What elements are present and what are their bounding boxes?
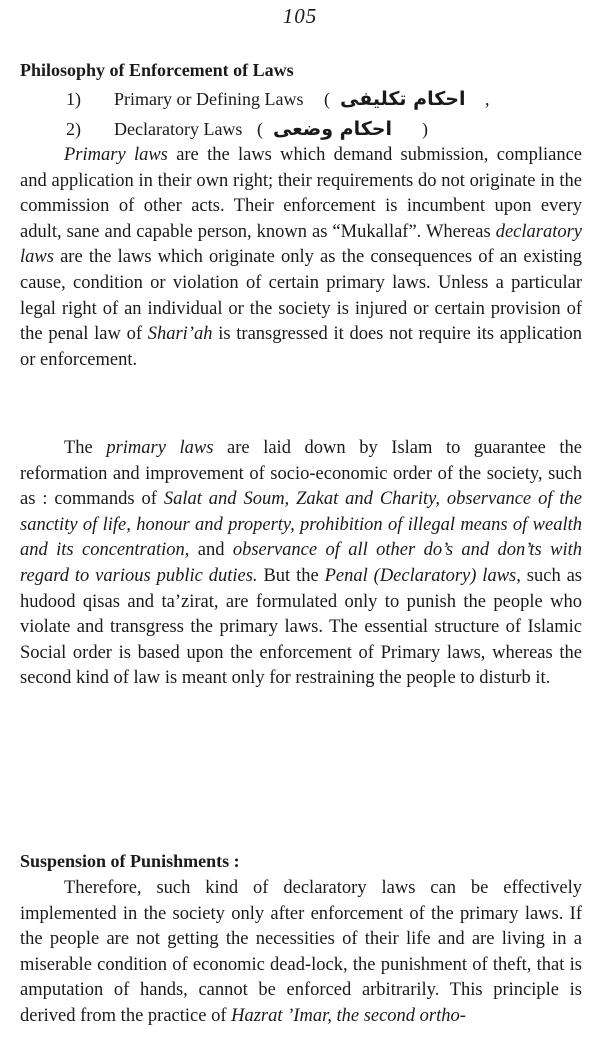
list-label: Declaratory Laws bbox=[114, 119, 243, 139]
list-number: 1) bbox=[66, 89, 81, 109]
text-span: Hazrat ’Imar, the second ortho- bbox=[231, 1005, 466, 1026]
paragraph-primary-laws-islam bbox=[20, 436, 582, 692]
page-number: 105 bbox=[282, 4, 318, 28]
text-span: Primary laws bbox=[64, 145, 168, 165]
text-span: The bbox=[64, 438, 107, 458]
text-span: are the laws which demand submission, compliance and application in their own right; their requirements do not originate in the commission of other acts. Their enforcement is incumbent upon every adult, sane and capable person, known as “Mukallaf”. Whereas bbox=[20, 145, 582, 242]
open-paren: ( bbox=[323, 89, 330, 109]
text-span: Salat and Soum, Zakat and Charity, observance of the sanctity of life, honour and property, prohibition of illegal means of wealth and its concentration, bbox=[20, 489, 582, 561]
list-number: 2) bbox=[66, 119, 81, 139]
text-span: are the laws which originate only as the consequences of an existing cause, condition or violation of certain primary laws. Unless a particular legal right of an individual or the society is injured or certain provision of the penal law of bbox=[20, 247, 582, 345]
text-span: and bbox=[189, 540, 233, 561]
text-span: Shari’ah bbox=[147, 324, 213, 345]
text-span: observance of all other do’s and don’ts with regard to various public duties. bbox=[20, 540, 582, 586]
text-span: such as hudood qisas and ta’zirat, are formulated only to punish the people who violate and transgress the primary laws. The essential structure of Islamic Social order is based upon the enforcement of Primary laws, whereas the second kind of law is meant only for restraining the people to disturb it. bbox=[20, 565, 583, 689]
laws-list bbox=[66, 84, 582, 144]
urdu-term: احکام وضعی bbox=[272, 118, 392, 140]
paragraph-suspension bbox=[20, 876, 582, 1030]
text-span: Therefore, such kind of declaratory laws can be effectively implemented in the society only after enforcement of the primary laws. If the people are not getting the necessities of their life and are living in a miserable condition of economic dead-lock, the punishment of theft, that is amputation of hands, cannot be enforced arbitrarily. This principle is derived from the practice of bbox=[20, 878, 582, 1026]
text-span: Penal (Declaratory) laws, bbox=[324, 565, 521, 586]
text-span: declaratory laws bbox=[20, 221, 582, 268]
close-mark: ) bbox=[421, 119, 428, 139]
open-paren: ( bbox=[256, 119, 263, 139]
list-label: Primary or Defining Laws bbox=[114, 89, 304, 109]
close-mark: , bbox=[485, 89, 490, 109]
paragraph-primary-laws bbox=[20, 143, 582, 373]
urdu-term: احکام تکلیفی bbox=[339, 88, 466, 110]
text-span: But the bbox=[257, 565, 325, 586]
text-span: is transgressed it does not require its application or enforcement. bbox=[20, 324, 582, 370]
section-heading-suspension: Suspension of Punishments : bbox=[20, 851, 240, 871]
list-item bbox=[66, 84, 582, 114]
section-heading-philosophy: Philosophy of Enforcement of Laws bbox=[20, 60, 294, 80]
text-span: primary laws bbox=[106, 438, 214, 458]
text-span: are laid down by Islam to guarantee the reformation and improvement of socio-economic order of the society, such as : commands of bbox=[20, 438, 583, 510]
list-item bbox=[66, 114, 582, 144]
